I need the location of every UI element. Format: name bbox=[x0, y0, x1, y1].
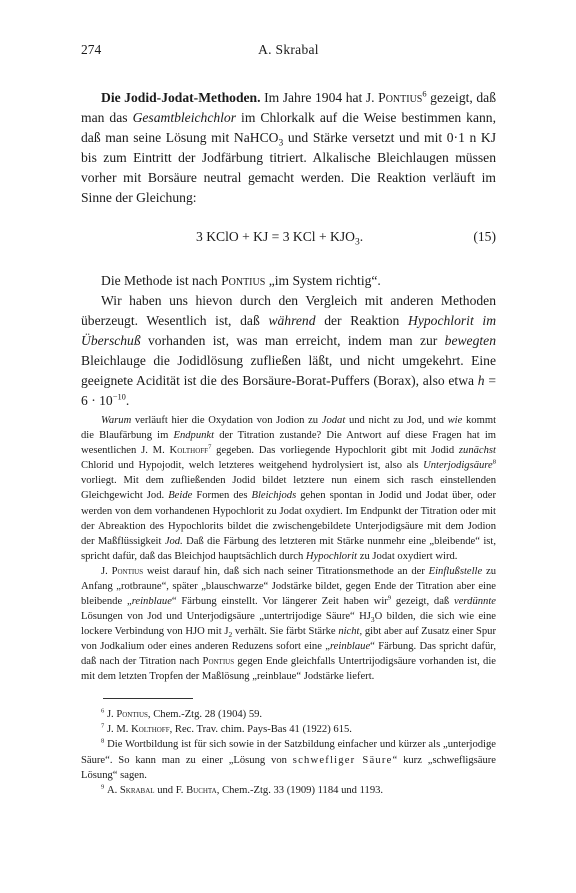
emphasis: Gesamtbleichchlor bbox=[132, 110, 237, 126]
intro-paragraph: Die Jodid-Jodat-Methoden. Im Jahre 1904 hat J. Pontius$^6$ gezeigt, daß man das Gesamtbleichchlor im Chlorkalk auf die Weise bestimmen kann, daß man seine Lösung mit NaHCO$_3$ und Stärke versetzt und mit 0·1 n KJ bis zum Eintritt der Jodfärbung titriert. Alkalische Bleichlaugen müssen vorher mit Borsäure neutral gemacht werden. Die Reaktion verläuft im Sinne der Gleichung: bbox=[81, 88, 496, 206]
method-paragraph: Die Methode ist nach Pontius „im System richtig“. bbox=[101, 272, 381, 288]
verification-paragraph: Wir haben uns hievon durch den Vergleich mit anderen Methoden überzeugt. Wesentlich ist, daß während der Reaktion Hypochlorit im Überschuß vorhanden ist, was man erreicht, indem man zur bewegten Bleichlauge die Jodidlösung zufließen läßt, und nicht umgekehrt. Eine geeignete Acidität ist die des Borsäure-Borat-Puffers (Borax), also etwa $h = 6 \cdot 10^{-10}$. bbox=[81, 292, 497, 409]
footnote-6: $^6$ J. Pontius, Chem.-Ztg. 28 (1904) 59. bbox=[101, 707, 263, 721]
author-name: Pontius bbox=[378, 90, 423, 105]
equation-formula: 3 KClO + KJ = 3 KCl + $KJO_3$. bbox=[196, 228, 364, 248]
page-body bbox=[81, 88, 496, 798]
section-heading: Die Jodid-Jodat-Methoden. bbox=[101, 90, 261, 105]
small-print-paragraph: Warum verläuft hier die Oxydation von Jodion zu Jodat und nicht zu Jod, und wie kommt die Blaufärbung im Endpunkt der Titration zustande? Die Antwort auf diese Fragen hat im wesentlichen J. M. Kolthoff$^7$ gegeben. Das vorliegende Hypochlorit gibt mit Jodid zunächst Chlorid und Hypojodit, welch letzteres weitgehend hydrolysiert ist, also als Unterjodigsäure$^8$ vorliegt. Mit dem zufließenden Jodid bildet letztere nun einem sich rasch einstellenden Gleichgewicht Jod. Beide Formen des Bleichjods gehen spontan in Jodid und Jodat über, oder werden von dem vorhandenen Hypochlorit zu Jodat oxydiert. Im Endpunkt der Titration oder mit der Abreaktion des Hypochlorits bildet die zwischengebildete Unterjodigsäure mit dem Jodion der Maßflüssigkeit Jod. Daß die Färbung des letzteren mit Stärke nunmehr eine „bleibende“ ist, spricht dafür, daß das Bleichjod hauptsächlich durch Hypochlorit zu Jodat oxydiert wird. bbox=[81, 415, 497, 562]
footnote-7: $^7$ J. M. Kolthoff, Rec. Trav. chim. Pays-Bas 41 (1922) 615. bbox=[101, 722, 352, 736]
author-name: Pontius bbox=[111, 565, 144, 577]
equation-15 bbox=[81, 229, 496, 251]
footnote-divider bbox=[103, 698, 193, 699]
page-header bbox=[81, 42, 496, 60]
footnote-ref: 6 bbox=[422, 88, 427, 99]
footnote-8: $^8$ Die Wortbildung ist für sich sowie in der Satzbildung einfacher und kürzer als „unterjodige Säure“. So kann man zu einer „Lösung von schwefliger Säure“ kurz „schwefligsäure Lösung“ sagen. bbox=[81, 737, 496, 781]
author-name: Pontius bbox=[221, 272, 266, 288]
equation-number: (15) bbox=[473, 228, 496, 244]
author-name: Kolthoff bbox=[169, 445, 209, 457]
author-name: Pontius bbox=[202, 655, 235, 667]
small-print-paragraph: J. Pontius weist darauf hin, daß sich nach seiner Titrationsmethode an der Einflußstelle zu Anfang „rotbraune“, später „blauschwarze“ Jodstärke bildet, gegen Ende der Titration aber eine bleibende „reinblaue“ Färbung einstellt. Vor längerer Zeit haben wir$^9$ gezeigt, daß verdünnte Lösungen von Jod und Unterjodigsäure „untertrijodige Säure“ $HJ_3O$ bilden, die sich wie eine lockere Verbindung von HJO mit $J_2$ verhält. Sie färbt Stärke nicht, gibt aber auf Zusatz einer Spur von Jodkalium oder eines anderen Reduzens sofort eine „reinblaue“ Färbung. Das spricht dafür, daß nach der Titration nach Pontius gegen Ende gleichfalls Untertrijodigsäure vorhanden ist, die mit dem letzten Tropfen der Maßlösung „reinblaue“ Jodstärke liefert. bbox=[81, 565, 497, 683]
running-head: A. Skrabal bbox=[258, 42, 319, 57]
footnote-9: $^9$ A. Skrabal und F. Buchta, Chem.-Ztg. 33 (1909) 1184 und 1193. bbox=[101, 783, 384, 797]
page-number: 274 bbox=[81, 42, 102, 57]
